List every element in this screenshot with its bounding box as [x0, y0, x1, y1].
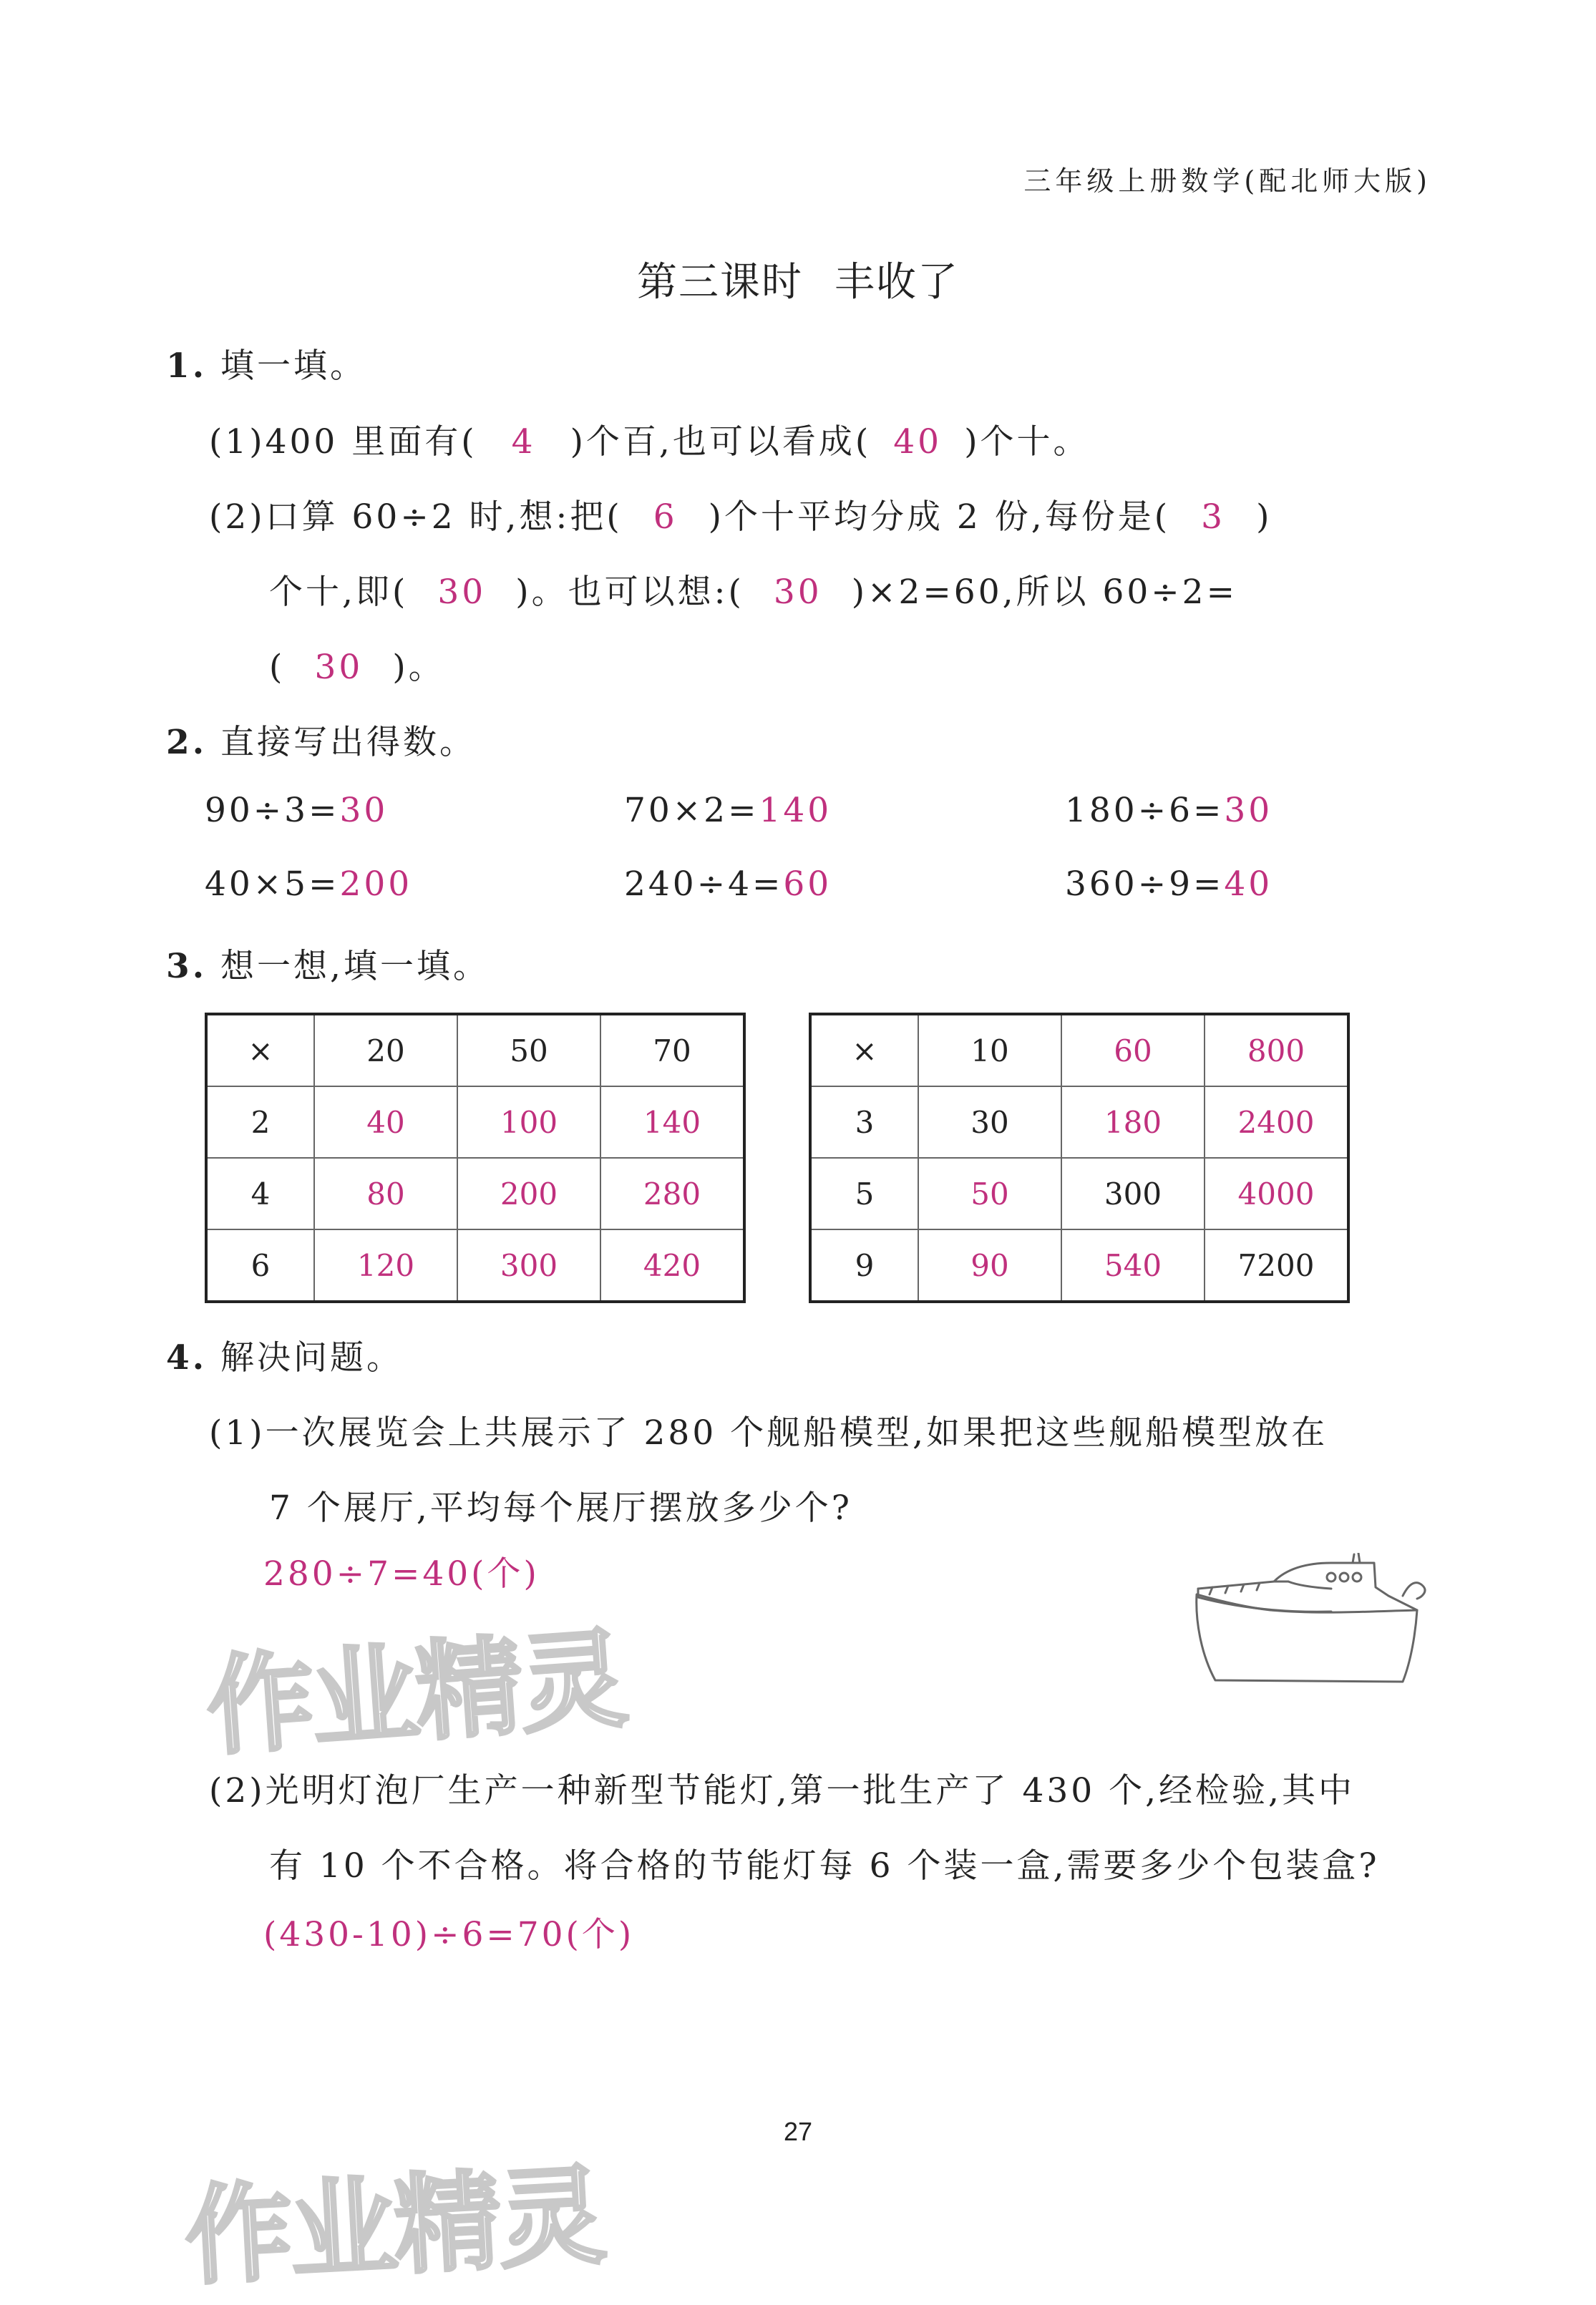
table-cell: 120	[314, 1229, 457, 1302]
table-cell: 3	[810, 1086, 918, 1158]
lesson-number: 第三课时	[637, 259, 803, 306]
q1-p2-answer-4: 30	[773, 572, 822, 612]
q2-expr: 240÷4=	[624, 864, 784, 904]
table-cell: 4	[206, 1158, 314, 1229]
q2-item-3	[1065, 791, 1273, 830]
q1-p2-answer-5: 30	[314, 648, 364, 687]
q2-answer: 30	[1224, 791, 1273, 830]
q1-part1	[209, 415, 1090, 463]
q2-item-6	[1065, 864, 1273, 904]
q2-answer: 200	[339, 864, 413, 904]
table-row	[810, 1158, 1348, 1229]
q3-number: 3.	[166, 947, 208, 986]
q4-p1-answer: 280÷7=40(个)	[263, 1554, 540, 1594]
q3-prompt: 想一想,填一填。	[220, 947, 490, 986]
book-header: 三年级上册数学(配北师大版)	[1023, 165, 1431, 197]
table-cell: 420	[600, 1229, 744, 1302]
q2-answer: 40	[1224, 864, 1273, 904]
q1-number: 1.	[166, 346, 208, 386]
lesson-title	[0, 250, 1596, 308]
table-cell: 300	[457, 1229, 600, 1302]
page-number: 27	[783, 2117, 813, 2146]
q2-item-2	[624, 791, 832, 830]
q4-p1-line2: 7 个展厅,平均每个展厅摆放多少个?	[269, 1488, 852, 1528]
q1-p1-answer-2: 40	[893, 422, 943, 462]
table-cell: 6	[206, 1229, 314, 1302]
ship-illustration	[1188, 1553, 1431, 1689]
q2-expr: 40×5=	[205, 864, 340, 904]
table-cell: 30	[918, 1086, 1061, 1158]
q2-heading	[166, 716, 476, 764]
q2-prompt: 直接写出得数。	[220, 723, 477, 762]
q1-p2-text-c: )	[1256, 497, 1273, 537]
table-cell: 2400	[1205, 1086, 1348, 1158]
q1-heading	[166, 339, 366, 387]
lesson-topic: 丰收了	[835, 259, 959, 306]
table-cell: 60	[1061, 1014, 1205, 1086]
table-cell: 50	[918, 1158, 1061, 1229]
table-cell: 100	[457, 1086, 600, 1158]
table-cell: 80	[314, 1158, 457, 1229]
q1-p1-text-c: )个十。	[964, 422, 1090, 462]
q1-prompt: 填一填。	[220, 346, 367, 386]
q1-part2-line3	[269, 640, 445, 688]
q2-number: 2.	[166, 723, 208, 762]
table-row	[810, 1086, 1348, 1158]
q3-heading	[166, 940, 490, 988]
table-cell: 300	[1061, 1158, 1205, 1229]
q1-p2-answer-3: 30	[437, 572, 487, 612]
q1-p2-text-e: )。也可以想:(	[515, 572, 744, 612]
watermark-2: 作业精灵	[182, 2153, 606, 2301]
table-cell: 5	[810, 1158, 918, 1229]
watermark-1: 作业精灵	[203, 1617, 629, 1771]
q4-p2-answer: (430-10)÷6=70(个)	[263, 1915, 635, 1954]
q2-answer: 140	[759, 791, 832, 830]
q4-number: 4.	[166, 1338, 208, 1378]
table-cell: 200	[457, 1158, 600, 1229]
q4-prompt: 解决问题。	[220, 1338, 404, 1378]
table-cell: 540	[1061, 1229, 1205, 1302]
q4-p2-line2: 有 10 个不合格。将合格的节能灯每 6 个装一盒,需要多少个包装盒?	[269, 1846, 1380, 1886]
q4-p1-line1: (1)一次展览会上共展示了 280 个舰船模型,如果把这些舰船模型放在	[209, 1413, 1328, 1453]
q1-p2-text-a: (2)口算 60÷2 时,想:把(	[209, 497, 623, 537]
table-cell: 20	[314, 1014, 457, 1086]
q2-item-1	[205, 791, 388, 830]
q2-expr: 180÷6=	[1065, 791, 1225, 830]
q4-p2-line1: (2)光明灯泡厂生产一种新型节能灯,第一批生产了 430 个,经检验,其中	[209, 1771, 1355, 1811]
q2-item-4	[205, 864, 412, 904]
table-cell: ×	[206, 1014, 314, 1086]
q2-item-5	[624, 864, 832, 904]
table-cell: 9	[810, 1229, 918, 1302]
q2-answer: 60	[783, 864, 832, 904]
table-cell: 40	[314, 1086, 457, 1158]
table-cell: 800	[1205, 1014, 1348, 1086]
table-row	[810, 1229, 1348, 1302]
table-row	[206, 1229, 744, 1302]
q4-heading	[166, 1331, 403, 1379]
table-cell: ×	[810, 1014, 918, 1086]
table-cell: 280	[600, 1158, 744, 1229]
q1-p2-text-h: )。	[392, 648, 445, 687]
q2-expr: 360÷9=	[1065, 864, 1225, 904]
table-cell: 50	[457, 1014, 600, 1086]
table-cell: 10	[918, 1014, 1061, 1086]
q1-part2-line1	[209, 490, 1272, 538]
q2-expr: 70×2=	[624, 791, 759, 830]
table-row	[206, 1086, 744, 1158]
q1-p1-answer-1: 4	[511, 422, 536, 462]
table-cell: 70	[600, 1014, 744, 1086]
q2-expr: 90÷3=	[205, 791, 340, 830]
q2-answer: 30	[339, 791, 389, 830]
table-row	[206, 1158, 744, 1229]
table-cell: 140	[600, 1086, 744, 1158]
table-cell: 4000	[1205, 1158, 1348, 1229]
table-cell: 7200	[1205, 1229, 1348, 1302]
multiplication-table-2	[809, 1013, 1350, 1303]
q1-p2-answer-1: 6	[653, 497, 678, 537]
q1-p2-answer-2: 3	[1201, 497, 1226, 537]
q1-part2-line2	[269, 565, 1237, 613]
q1-p1-text-a: (1)400 里面有(	[209, 422, 477, 462]
multiplication-table-1	[205, 1013, 746, 1303]
q1-p2-text-d: 个十,即(	[269, 572, 409, 612]
q1-p2-text-b: )个十平均分成 2 份,每份是(	[708, 497, 1171, 537]
q1-p2-text-f: )×2=60,所以 60÷2=	[851, 572, 1237, 612]
table-cell: 90	[918, 1229, 1061, 1302]
table-row	[810, 1014, 1348, 1086]
table-cell: 180	[1061, 1086, 1205, 1158]
table-cell: 2	[206, 1086, 314, 1158]
table-row	[206, 1014, 744, 1086]
q1-p2-text-g: (	[269, 648, 286, 687]
q1-p1-text-b: )个百,也可以看成(	[570, 422, 872, 462]
